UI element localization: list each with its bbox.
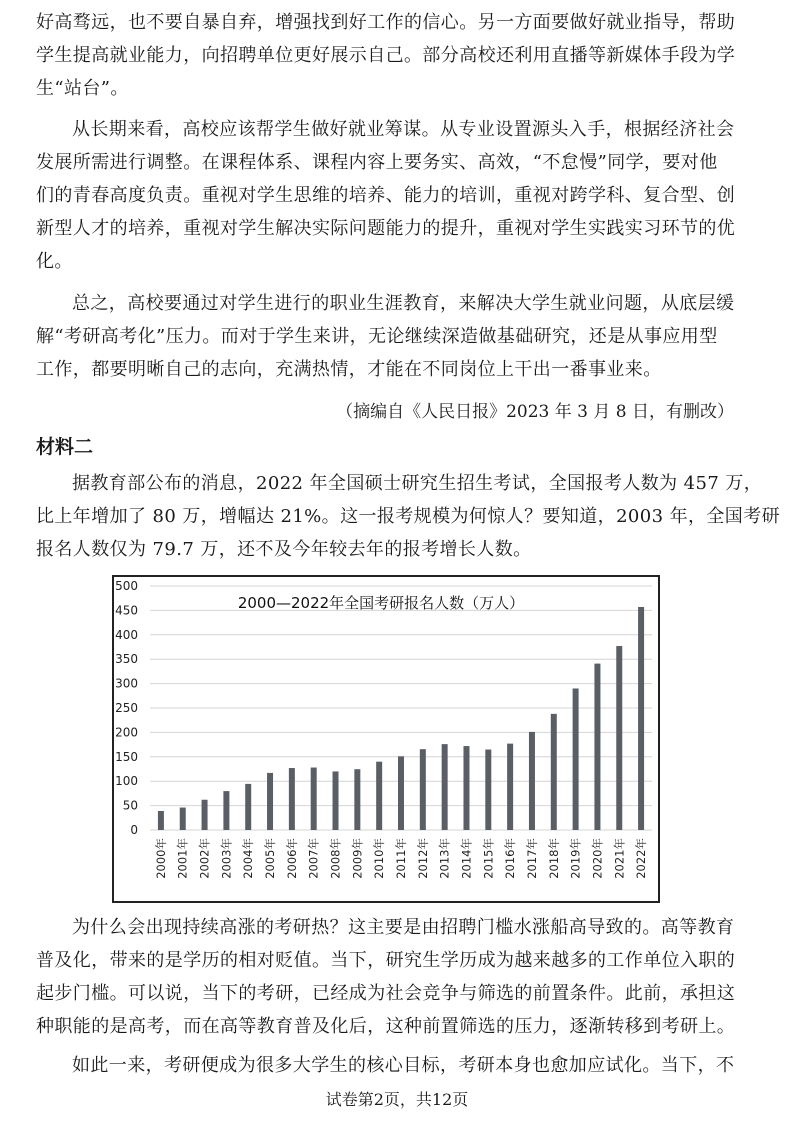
x-tick-label: 2013年 bbox=[437, 838, 452, 879]
text-line: 发展所需进行调整。在课程体系、课程内容上要务实、高效，“不怠慢”同学，要对他 bbox=[36, 152, 718, 173]
x-tick-label: 2004年 bbox=[241, 838, 256, 879]
x-tick-label: 2021年 bbox=[612, 838, 627, 879]
text-line: 起步门槛。可以说，当下的考研，已经成为社会竞争与筛选的前置条件。此前，承担这 bbox=[36, 983, 736, 1004]
bar bbox=[398, 756, 404, 830]
bar bbox=[354, 769, 360, 830]
y-tick-label: 400 bbox=[115, 627, 138, 642]
text-line: 好高骛远，也不要自暴自弃，增强找到好工作的信心。另一方面要做好就业指导，帮助 bbox=[36, 12, 736, 33]
x-tick-label: 2000年 bbox=[153, 838, 168, 879]
y-tick-label: 200 bbox=[115, 725, 138, 740]
text-line: 解“考研高考化”压力。而对于学生来讲，无论继续深造做基础研究，还是从事应用型 bbox=[36, 326, 718, 347]
bar bbox=[485, 750, 491, 830]
bar bbox=[311, 768, 317, 830]
text-line: 学生提高就业能力，向招聘单位更好展示自己。部分高校还利用直播等新媒体手段为学 bbox=[36, 45, 736, 66]
text-line: 种职能的是高考，而在高等教育普及化后，这种前置筛选的压力，逐渐转移到考研上。 bbox=[36, 1016, 736, 1037]
bar bbox=[529, 732, 535, 830]
text-line: 如此一来，考研便成为很多大学生的核心目标，考研本身也愈加应试化。当下，不 bbox=[72, 1055, 735, 1076]
bar bbox=[158, 811, 164, 830]
x-tick-label: 2016年 bbox=[503, 838, 518, 879]
text-line: 工作，都要明晰自己的志向，充满热情，才能在不同岗位上干出一番事业来。 bbox=[36, 359, 662, 380]
y-tick-label: 50 bbox=[122, 798, 138, 813]
x-tick-label: 2011年 bbox=[394, 838, 408, 879]
bar bbox=[420, 749, 426, 830]
x-tick-label: 2017年 bbox=[524, 838, 539, 879]
bar bbox=[333, 771, 339, 830]
paragraph-reasons bbox=[0, 911, 794, 1043]
bar bbox=[551, 714, 557, 830]
paragraph-long-term bbox=[0, 113, 794, 278]
paragraph-exam-stats bbox=[0, 467, 794, 566]
bar bbox=[442, 744, 448, 830]
bar bbox=[638, 607, 644, 830]
x-tick-label: 2020年 bbox=[590, 838, 605, 879]
y-tick-label: 500 bbox=[115, 579, 138, 593]
x-tick-label: 2006年 bbox=[284, 838, 299, 879]
text-line: 比上年增加了 80 万，增幅达 21%。这一报考规模为何惊人？要知道，2003 年，全国考研 bbox=[36, 506, 781, 527]
x-tick-label: 2005年 bbox=[263, 838, 278, 879]
section-heading: 材料二 bbox=[36, 436, 94, 458]
x-tick-label: 2015年 bbox=[481, 838, 496, 879]
bar bbox=[616, 646, 622, 830]
x-tick-label: 2003年 bbox=[219, 838, 234, 879]
text-line: 新型人才的培养，重视对学生解决实际问题能力的提升，重视对学生实践实习环节的优 bbox=[36, 218, 736, 239]
paragraph-conclusion bbox=[0, 287, 794, 386]
text-line: 普及化，带来的是学历的相对贬值。当下，研究生学历成为越来越多的工作单位入职的 bbox=[36, 950, 736, 971]
text-line: 从长期来看，高校应该帮学生做好就业筹谋。从专业设置源头入手，根据经济社会 bbox=[72, 119, 735, 140]
x-tick-label: 2009年 bbox=[350, 838, 365, 879]
text-line: 化。 bbox=[36, 251, 73, 272]
text-line: 生“站台”。 bbox=[36, 78, 129, 99]
y-tick-label: 0 bbox=[130, 823, 138, 837]
text-line: 为什么会出现持续高涨的考研热？这主要是由招聘门槛水涨船高导致的。高等教育 bbox=[72, 917, 735, 938]
x-tick-label: 2022年 bbox=[634, 838, 649, 879]
y-tick-label: 100 bbox=[115, 774, 138, 789]
bar-chart-container bbox=[112, 575, 660, 903]
bar bbox=[376, 762, 382, 830]
bar bbox=[180, 808, 186, 830]
x-tick-label: 2018年 bbox=[546, 838, 561, 879]
x-tick-label: 2002年 bbox=[197, 838, 212, 879]
bar bbox=[594, 664, 600, 830]
y-tick-label: 300 bbox=[115, 676, 138, 691]
paragraph-core-goal bbox=[0, 1049, 794, 1082]
y-tick-label: 150 bbox=[115, 749, 138, 764]
x-tick-label: 2008年 bbox=[328, 838, 343, 879]
text-line: 总之，高校要通过对学生进行的职业生涯教育，来解决大学生就业问题，从底层缓 bbox=[72, 293, 735, 314]
bar bbox=[202, 800, 208, 830]
y-tick-label: 450 bbox=[115, 603, 138, 618]
text-line: 们的青春高度负责。重视对学生思维的培养、能力的培训，重视对跨学科、复合型、创 bbox=[36, 185, 736, 206]
x-tick-label: 2014年 bbox=[459, 838, 474, 879]
bar bbox=[223, 791, 229, 830]
source-citation: （摘编自《人民日报》2023 年 3 月 8 日，有删改） bbox=[336, 402, 734, 422]
bar-chart bbox=[114, 577, 658, 901]
x-tick-label: 2010年 bbox=[372, 838, 387, 879]
bar bbox=[289, 768, 295, 830]
y-tick-label: 350 bbox=[115, 652, 138, 667]
bar bbox=[507, 744, 513, 830]
y-tick-label: 250 bbox=[115, 701, 138, 715]
x-tick-label: 2007年 bbox=[306, 838, 321, 879]
x-tick-label: 2001年 bbox=[175, 838, 190, 879]
page-footer: 试卷第2页，共12页 bbox=[325, 1090, 469, 1109]
text-line: 报名人数仅为 79.7 万，还不及今年较去年的报考增长人数。 bbox=[36, 539, 532, 560]
bar bbox=[463, 746, 469, 830]
bar bbox=[573, 688, 579, 830]
x-tick-label: 2012年 bbox=[415, 838, 430, 879]
chart-title: 2000—2022年全国考研报名人数（万人） bbox=[237, 594, 525, 612]
x-tick-label: 2019年 bbox=[568, 838, 583, 879]
bar bbox=[267, 773, 273, 830]
text-line: 据教育部公布的消息，2022 年全国硕士研究生招生考试，全国报考人数为 457 万， bbox=[72, 473, 763, 494]
paragraph-employment-guidance bbox=[0, 6, 794, 105]
bar bbox=[245, 784, 251, 830]
